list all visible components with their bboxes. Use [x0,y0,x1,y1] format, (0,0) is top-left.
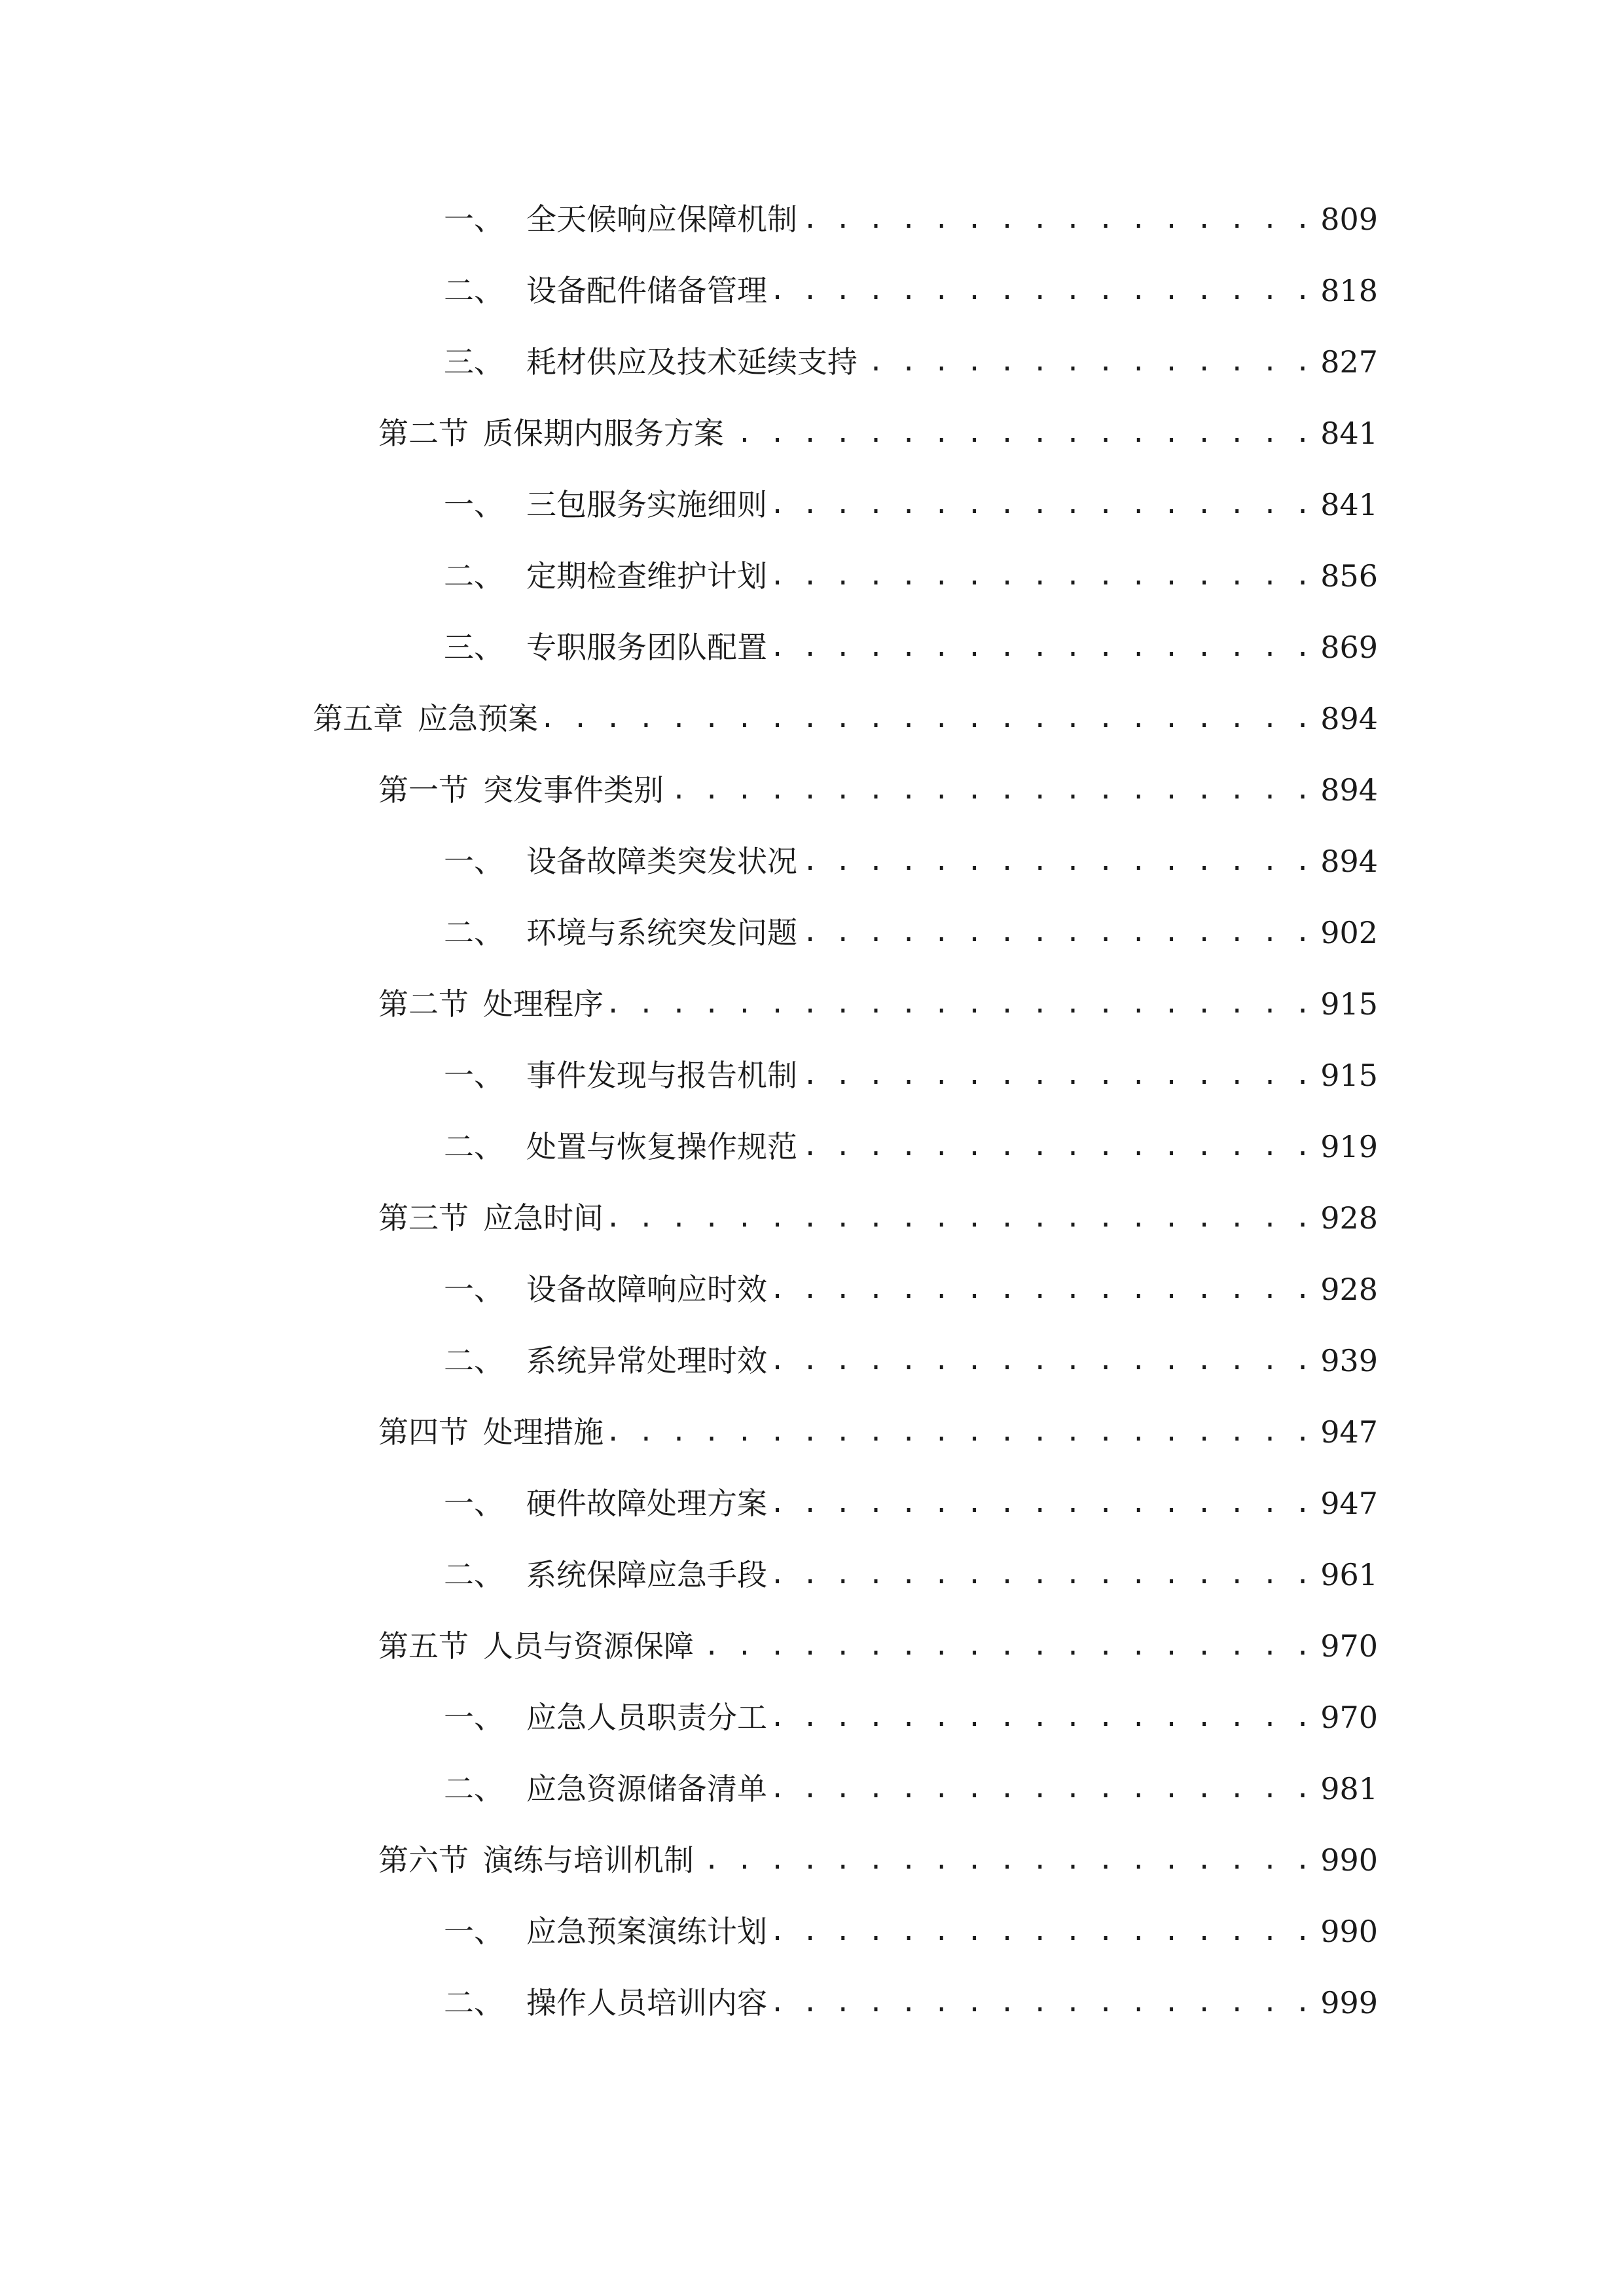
dot-leader [774,1338,1311,1384]
entry-number: 一、 [444,1914,504,1949]
dot-leader [804,1124,1311,1170]
dot-leader [804,910,1311,956]
entry-page-number: 894 [1320,772,1378,808]
toc-entry[interactable] [444,1338,1378,1384]
toc-entry[interactable] [444,1480,1378,1526]
entry-number: 二、 [444,1557,504,1592]
toc-entry[interactable] [378,767,1378,813]
entry-title: 演练与培训机制 [483,1842,694,1878]
entry-title: 操作人员培训内容 [526,1985,767,2020]
entry-page-number: 928 [1320,1200,1378,1236]
toc-entry[interactable] [378,1195,1378,1241]
dot-leader [774,624,1311,670]
entry-title: 处理措施 [483,1414,604,1450]
entry-title: 事件发现与报告机制 [526,1058,797,1093]
entry-page-number: 961 [1320,1557,1378,1592]
entry-number: 一、 [444,1700,504,1735]
entry-number: 第三节 [378,1200,469,1236]
toc-entry[interactable] [444,1124,1378,1170]
dot-leader [670,767,1311,813]
toc-entry[interactable] [444,1980,1378,2026]
toc-entry[interactable] [444,1695,1378,1740]
toc-entry[interactable] [444,624,1378,670]
dot-leader [610,1409,1311,1455]
entry-title: 应急时间 [483,1200,604,1236]
dot-leader [774,1980,1311,2026]
toc-entry[interactable] [444,482,1378,528]
dot-leader [774,1266,1311,1312]
dot-leader [774,553,1311,599]
entry-page-number: 981 [1320,1771,1378,1806]
toc-entry[interactable] [378,1409,1378,1455]
toc-entry[interactable] [378,1623,1378,1669]
entry-page-number: 894 [1320,844,1378,879]
entry-number: 第五章 [313,701,403,736]
entry-page-number: 841 [1320,487,1378,522]
entry-number: 一、 [444,1272,504,1307]
entry-number: 第六节 [378,1842,469,1878]
entry-title: 三包服务实施细则 [526,487,767,522]
entry-number: 第五节 [378,1628,469,1664]
toc-entry[interactable] [444,1052,1378,1098]
toc-entry[interactable] [444,196,1378,242]
entry-number: 二、 [444,273,504,308]
toc-entry[interactable] [313,696,1378,742]
entry-number: 第二节 [378,416,469,451]
entry-page-number: 990 [1320,1842,1378,1878]
entry-title: 设备配件储备管理 [526,273,767,308]
entry-title: 设备故障响应时效 [526,1272,767,1307]
entry-number: 一、 [444,1058,504,1093]
entry-title: 专职服务团队配置 [526,630,767,665]
dot-leader [774,1909,1311,1954]
entry-title: 人员与资源保障 [483,1628,694,1664]
entry-number: 二、 [444,1771,504,1806]
toc-entry[interactable] [378,981,1378,1027]
entry-title: 环境与系统突发问题 [526,915,797,950]
toc-entry[interactable] [444,1552,1378,1598]
dot-leader [610,1195,1311,1241]
dot-leader [610,981,1311,1027]
entry-title: 设备故障类突发状况 [526,844,797,879]
dot-leader [774,482,1311,528]
entry-number: 一、 [444,844,504,879]
entry-title: 系统异常处理时效 [526,1343,767,1378]
entry-number: 三、 [444,630,504,665]
toc-entry[interactable] [444,910,1378,956]
entry-number: 二、 [444,915,504,950]
dot-leader [804,1052,1311,1098]
entry-page-number: 902 [1320,915,1378,950]
toc-entry[interactable] [444,268,1378,314]
entry-page-number: 856 [1320,558,1378,594]
entry-page-number: 809 [1320,202,1378,237]
entry-page-number: 827 [1320,344,1378,380]
dot-leader [545,696,1311,742]
entry-number: 第一节 [378,772,469,808]
entry-page-number: 999 [1320,1985,1378,2020]
dot-leader [774,1552,1311,1598]
dot-leader [700,1623,1311,1669]
entry-page-number: 841 [1320,416,1378,451]
entry-number: 二、 [444,1129,504,1164]
entry-number: 第二节 [378,986,469,1022]
toc-entry[interactable] [378,1837,1378,1883]
entry-title: 质保期内服务方案 [483,416,724,451]
entry-title: 处理程序 [483,986,604,1022]
entry-title: 应急资源储备清单 [526,1771,767,1806]
entry-page-number: 970 [1320,1628,1378,1664]
dot-leader [774,1766,1311,1812]
entry-page-number: 818 [1320,273,1378,308]
entry-number: 二、 [444,1985,504,2020]
dot-leader [804,196,1311,242]
entry-title: 应急人员职责分工 [526,1700,767,1735]
entry-page-number: 869 [1320,630,1378,665]
dot-leader [774,1480,1311,1526]
entry-page-number: 919 [1320,1129,1378,1164]
toc-entry[interactable] [444,1909,1378,1954]
entry-number: 二、 [444,1343,504,1378]
entry-page-number: 970 [1320,1700,1378,1735]
entry-title: 耗材供应及技术延续支持 [526,344,857,380]
entry-number: 一、 [444,202,504,237]
entry-number: 二、 [444,558,504,594]
entry-page-number: 947 [1320,1486,1378,1521]
entry-page-number: 915 [1320,1058,1378,1093]
toc-entry[interactable] [444,553,1378,599]
entry-page-number: 915 [1320,986,1378,1022]
dot-leader [731,410,1311,456]
entry-page-number: 990 [1320,1914,1378,1949]
entry-title: 系统保障应急手段 [526,1557,767,1592]
toc-entry[interactable] [444,1766,1378,1812]
entry-title: 应急预案演练计划 [526,1914,767,1949]
entry-page-number: 928 [1320,1272,1378,1307]
toc-entry[interactable] [444,838,1378,884]
entry-title: 硬件故障处理方案 [526,1486,767,1521]
entry-number: 三、 [444,344,504,380]
entry-title: 处置与恢复操作规范 [526,1129,797,1164]
entry-title: 全天候响应保障机制 [526,202,797,237]
toc-entry[interactable] [378,410,1378,456]
dot-leader [864,339,1311,385]
entry-title: 突发事件类别 [483,772,664,808]
entry-number: 一、 [444,487,504,522]
entry-number: 一、 [444,1486,504,1521]
toc-entry[interactable] [444,1266,1378,1312]
entry-number: 第四节 [378,1414,469,1450]
dot-leader [774,1695,1311,1740]
entry-title: 应急预案 [418,701,538,736]
entry-page-number: 947 [1320,1414,1378,1450]
entry-page-number: 939 [1320,1343,1378,1378]
entry-page-number: 894 [1320,701,1378,736]
toc-entry[interactable] [444,339,1378,385]
dot-leader [700,1837,1311,1883]
dot-leader [804,838,1311,884]
dot-leader [774,268,1311,314]
entry-title: 定期检查维护计划 [526,558,767,594]
